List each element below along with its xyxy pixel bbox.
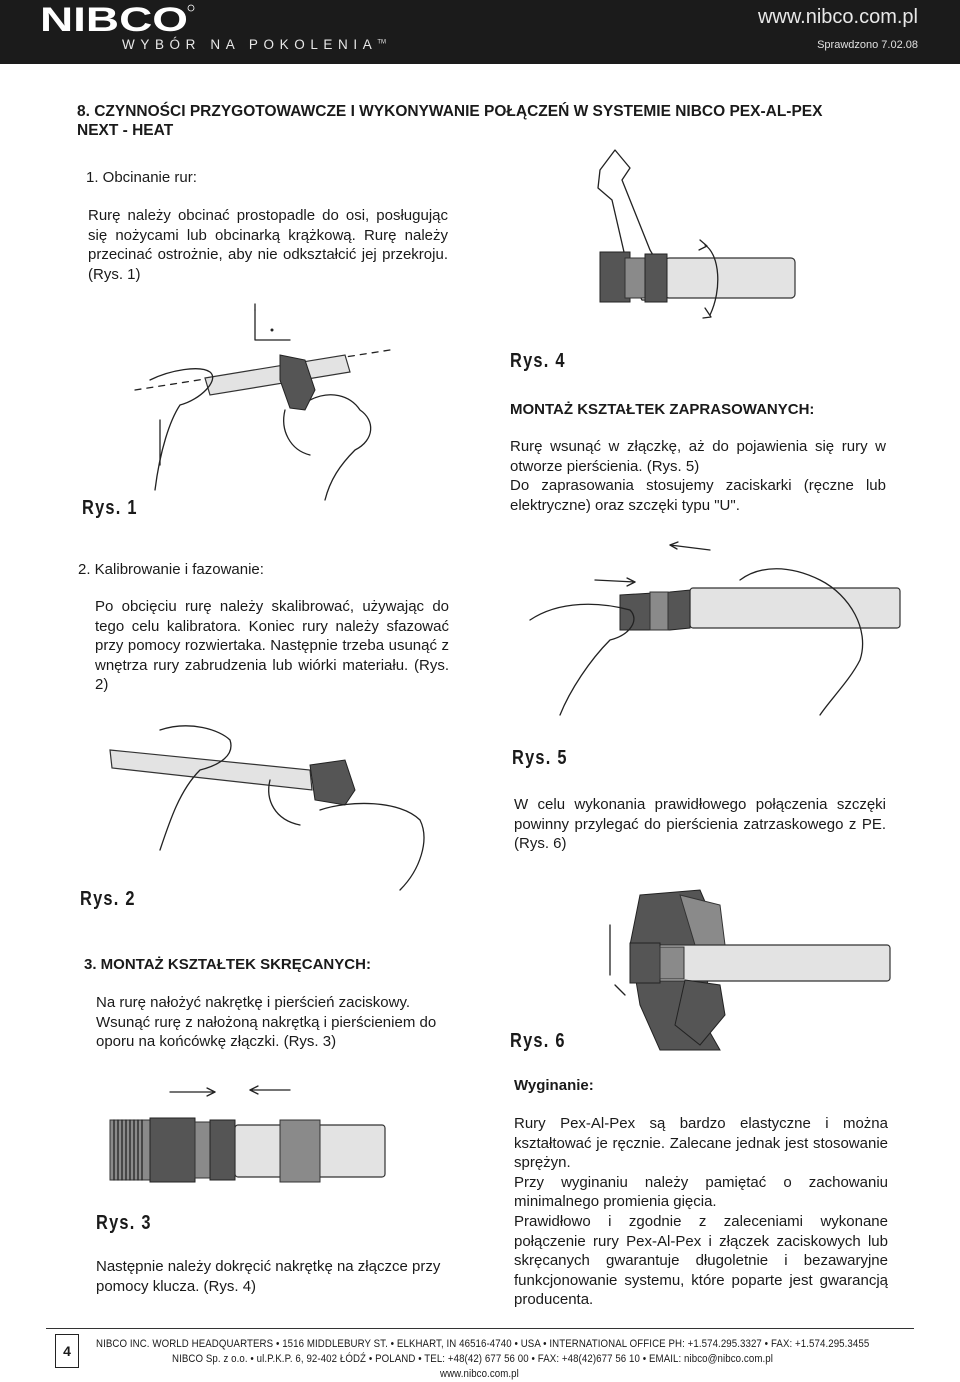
footer-url[interactable]: www.nibco.com.pl: [440, 1368, 519, 1380]
fig3-label: Rys. 3: [96, 1212, 152, 1234]
fig5-label: Rys. 5: [512, 747, 568, 769]
section3-text: Na rurę nałożyć nakrętkę i pierścień zaciskowy. Wsunąć rurę z nałożoną nakrętką i pierścieniem do oporu na końcówkę złączki. (Rys. 3): [96, 994, 437, 1051]
section1-text: Rurę należy obcinać prostopadle do osi, posługując się nożycami lub obcinarką krążkową. Rurę należy przecinać ostrożnie, aby nie odkształcić jej przekroju. (Rys. 1): [88, 207, 448, 283]
fig6-label: Rys. 6: [510, 1030, 566, 1052]
threaded-fitting-illustration: [100, 1080, 390, 1190]
tighten-text: Następnie należy dokręcić nakrętkę na złączce przy pomocy klucza. (Rys. 4): [96, 1258, 441, 1295]
section3-heading: 3. MONTAŻ KSZTAŁTEK SKRĘCANYCH:: [84, 956, 371, 973]
footer-poland-line: NIBCO Sp. z o.o. • ul.P.K.P. 6, 92-402 ŁÓDŹ • POLAND • TEL: +48(42) 677 56 00 • FAX: +48(42)677 56 10 • EMAIL: nibco@nibco.com.pl: [172, 1353, 773, 1365]
section2-heading: 2. Kalibrowanie i fazowanie:: [78, 561, 264, 578]
fig1-label: Rys. 1: [82, 497, 138, 519]
fig2-label: Rys. 2: [80, 888, 136, 910]
tagline: WYBÓR NA POKOLENIA™: [122, 37, 387, 52]
footer-hq-line: NIBCO INC. WORLD HEADQUARTERS • 1516 MIDDLEBURY ST. • ELKHART, IN 46516-4740 • USA • INTERNATIONAL OFFICE PH: +1.574.295.3327 • FAX: +1.574.295.3455: [96, 1338, 870, 1350]
calibrator-illustration: [100, 720, 450, 900]
wrench-illustration: [570, 140, 810, 330]
jaws-text: W celu wykonania prawidłowego połączenia szczęki powinny przylegać do pierścienia zatrzaskowego z PE. (Rys. 6): [514, 796, 886, 853]
page-header: [0, 0, 960, 64]
press-fittings-text: Rurę wsunąć w złączkę, aż do pojawienia się rury w otworze pierścienia. (Rys. 5) Do zaprasowania stosujemy zaciskarki (ręczne lub elektryczne) oraz szczęki typu "U".: [510, 438, 886, 514]
bending-heading: Wyginanie:: [514, 1077, 594, 1094]
section2-text: Po obcięciu rurę należy skalibrować, używając do tego celu kalibratora. Koniec rury należy sfazować przy pomocy rozwiertaka. Następnie trzeba usunąć z wnętrza rury zabrudzenia lub wiórki materiału. (Rys. 2): [95, 598, 449, 694]
site-url[interactable]: www.nibco.com.pl: [757, 6, 918, 28]
press-jaws-illustration: [600, 885, 900, 1060]
page-title: 8. CZYNNOŚCI PRZYGOTOWAWCZE I WYKONYWANIE POŁĄCZEŃ W SYSTEMIE NIBCO PEX-AL-PEX NEXT - HEAT: [77, 103, 823, 139]
press-fittings-heading: MONTAŻ KSZTAŁTEK ZAPRASOWANYCH:: [510, 401, 815, 418]
checked-date: Sprawdzono 7.02.08: [817, 39, 918, 51]
pipe-insert-illustration: [520, 540, 910, 720]
svg-text:NIBCO: NIBCO: [40, 2, 188, 34]
pipe-cutter-illustration: [130, 300, 400, 510]
section1-heading: 1. Obcinanie rur:: [86, 169, 197, 186]
nibco-logo: [40, 2, 195, 34]
fig4-label: Rys. 4: [510, 350, 566, 372]
footer-divider: [46, 1328, 914, 1329]
page-number: 4: [55, 1334, 79, 1368]
bending-text: Rury Pex-Al-Pex są bardzo elastyczne i można kształtować je ręcznie. Zalecane jednak jest stosowanie sprężyn. Przy wyginaniu należy pamiętać o zachowaniu minimalnego promienia gięcia. Prawidłowo i zgodnie z zaleceniami wykonane połączenie rury Pex-Al-Pex i złączek zaciskowych lub skręcanych gwarantuje długoletnie i bezawaryjne funkcjonowanie systemu, które poparte jest gwarancją producenta.: [514, 1115, 888, 1309]
